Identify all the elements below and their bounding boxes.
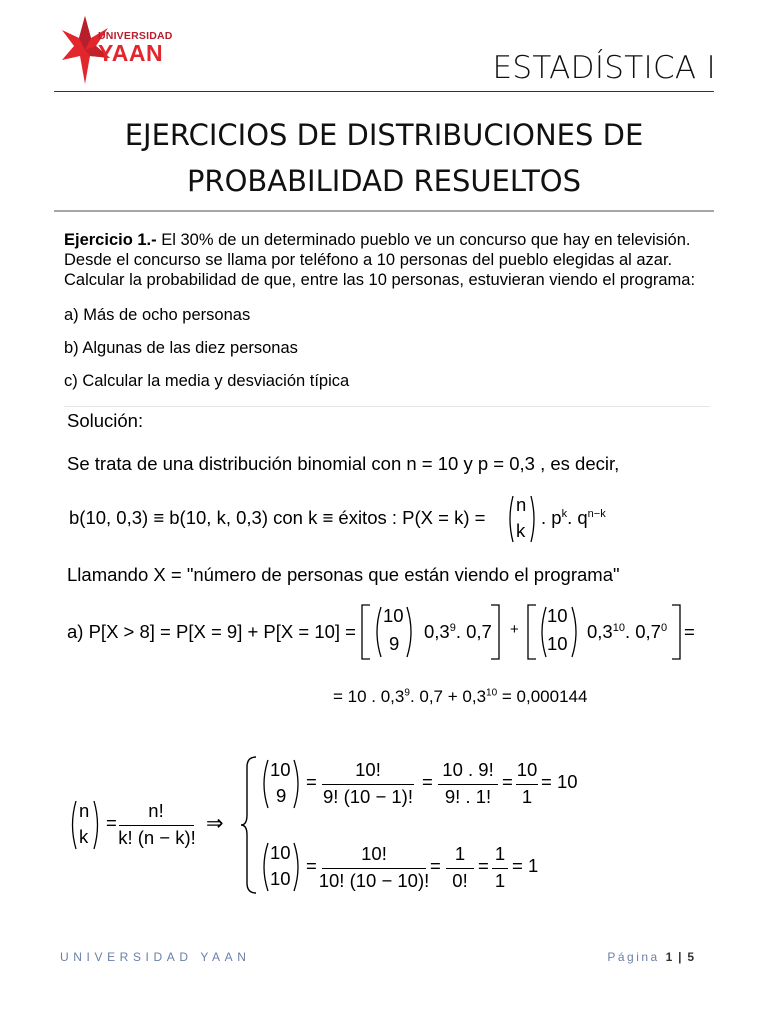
comb-def-k: k: [79, 826, 89, 847]
exercise-line-1: [64, 231, 691, 250]
comb-def-den: k! (n − k)!: [118, 827, 196, 848]
a-equals: =: [684, 621, 695, 642]
a-plus: +: [510, 621, 519, 638]
logo-bottom-text: YAAN: [98, 40, 164, 66]
llamando-line: Llamando X = "número de personas que están viendo el programa": [67, 564, 620, 585]
exercise-text-2: Desde el concurso se llama por teléfono a 10 personas del pueblo elegidas al azar.: [64, 251, 673, 269]
comb1-top: 10: [270, 759, 291, 780]
footer-page: [607, 950, 694, 964]
comb1-f2-bar: [438, 784, 498, 785]
big-bracket-left-1: [360, 604, 372, 660]
result-exp9: 9: [404, 687, 410, 699]
comb2-f2-bar: [446, 868, 474, 869]
logo-top-text: UNIVERSIDAD: [98, 30, 173, 42]
result-line: [333, 687, 587, 707]
a-term1: [424, 621, 492, 643]
a-term2-tail: . 0,7: [624, 621, 661, 642]
a-term2-base: 0,3: [587, 621, 613, 642]
comb-def-fraction-bar: [119, 825, 194, 826]
comb2-eq2: =: [430, 855, 441, 876]
comb2-f2-num: 1: [454, 843, 466, 864]
binom2-top: 10: [547, 605, 568, 626]
exercise-label: Ejercicio 1.-: [64, 231, 157, 249]
comb1-f2-den: 9! . 1!: [444, 786, 492, 807]
section-divider: [64, 406, 710, 407]
comb1-f3-bar: [516, 784, 538, 785]
comb2-top: 10: [270, 842, 291, 863]
comb1-f1-den: 9! (10 − 1)!: [323, 786, 413, 807]
comb-def-eq: =: [106, 812, 117, 833]
result-value: = 0,000144: [497, 687, 588, 706]
footer-page-total: 5: [687, 950, 694, 964]
comb-def-num: n!: [148, 800, 164, 821]
implies-icon: ⇒: [206, 812, 224, 835]
exercise-item-a: a) Más de ocho personas: [64, 306, 251, 324]
a-term1-tail: . 0,7: [455, 621, 492, 642]
pmf-q: . q: [567, 507, 588, 528]
pmf-p: . p: [541, 507, 562, 528]
exercise-text-3: Calcular la probabilidad de que, entre las 10 personas, estuvieran viendo el programa:: [64, 271, 696, 289]
comb2-f1-num: 10!: [361, 843, 387, 864]
title-line-1: EJERCICIOS DE DISTRIBUCIONES DE: [124, 118, 644, 152]
result-exp10: 10: [486, 687, 498, 699]
document-title: [0, 112, 768, 204]
course-title: ESTADÍSTICA I: [492, 50, 716, 86]
comb1-bottom: 9: [276, 785, 287, 806]
footer-page-number: 1: [665, 950, 673, 964]
title-line-2: PROBABILIDAD RESUELTOS: [186, 164, 582, 198]
comb1-f3-den: 1: [521, 786, 533, 807]
pmf-exp-nk: n−k: [587, 507, 606, 520]
binom1-bottom: 9: [389, 633, 400, 654]
exercise-item-b: b) Algunas de las diez personas: [64, 339, 298, 357]
comb1-f1-bar: [322, 784, 414, 785]
comb1-f2-num: 10 . 9!: [442, 759, 494, 780]
a-term1-base: 0,3: [424, 621, 450, 642]
solution-intro: Se trata de una distribución binomial con n = 10 y p = 0,3 , es decir,: [67, 453, 620, 474]
footer-page-label: Página: [607, 950, 660, 964]
comb2-eq1: =: [306, 855, 317, 876]
exercise-text-1: El 30% de un determinado pueblo ve un concurso que hay en televisión.: [156, 231, 691, 249]
binom-k: k: [516, 520, 526, 541]
binom-n: n: [516, 494, 527, 515]
big-bracket-right-1: [489, 604, 501, 660]
binomial-definition: [69, 507, 485, 529]
a-term2-tail-exp: 0: [660, 621, 668, 634]
comb2-f1-bar: [322, 868, 426, 869]
comb-def-n: n: [79, 800, 90, 821]
comb2-bottom: 10: [270, 868, 291, 889]
pmf-exp-k: k: [561, 507, 568, 520]
comb1-eq3: =: [502, 771, 513, 792]
comb2-f1-den: 10! (10 − 10)!: [318, 870, 430, 891]
footer-university: UNIVERSIDAD YAAN: [60, 950, 251, 964]
comb1-eq1: =: [306, 771, 317, 792]
comb1-eq2: =: [422, 771, 433, 792]
result-part1: = 10 . 0,3: [333, 687, 405, 706]
a-term2: [587, 621, 667, 643]
binom2-bottom: 10: [547, 633, 568, 654]
comb1-result: = 10: [541, 771, 578, 792]
a-term2-exp: 10: [612, 621, 625, 634]
solution-heading: Solución:: [67, 410, 144, 431]
binomial-def-text: b(10, 0,3) ≡ b(10, k, 0,3) con k ≡ éxitos : P(X = k) =: [69, 507, 486, 528]
footer-separator: |: [678, 950, 682, 964]
header-divider: [54, 91, 714, 92]
comb2-f3-den: 1: [494, 870, 506, 891]
a-term1-exp: 9: [449, 621, 456, 634]
pmf-tail: [541, 507, 606, 529]
comb1-f3-num: 10: [516, 759, 538, 780]
result-part2: . 0,7 + 0,3: [409, 687, 487, 706]
left-brace: [240, 755, 260, 895]
comb2-eq3: =: [478, 855, 489, 876]
comb2-result: = 1: [512, 855, 539, 876]
part-a-lhs: a) P[X > 8] = P[X = 9] + P[X = 10] =: [67, 621, 356, 642]
binom1-top: 10: [383, 605, 404, 626]
comb2-f2-den: 0!: [452, 870, 468, 891]
comb2-f3-num: 1: [494, 843, 506, 864]
exercise-item-c: c) Calcular la media y desviación típica: [64, 372, 350, 390]
comb1-f1-num: 10!: [355, 759, 381, 780]
title-divider: [54, 210, 714, 212]
big-bracket-right-2: [670, 604, 682, 660]
comb2-f3-bar: [492, 868, 508, 869]
